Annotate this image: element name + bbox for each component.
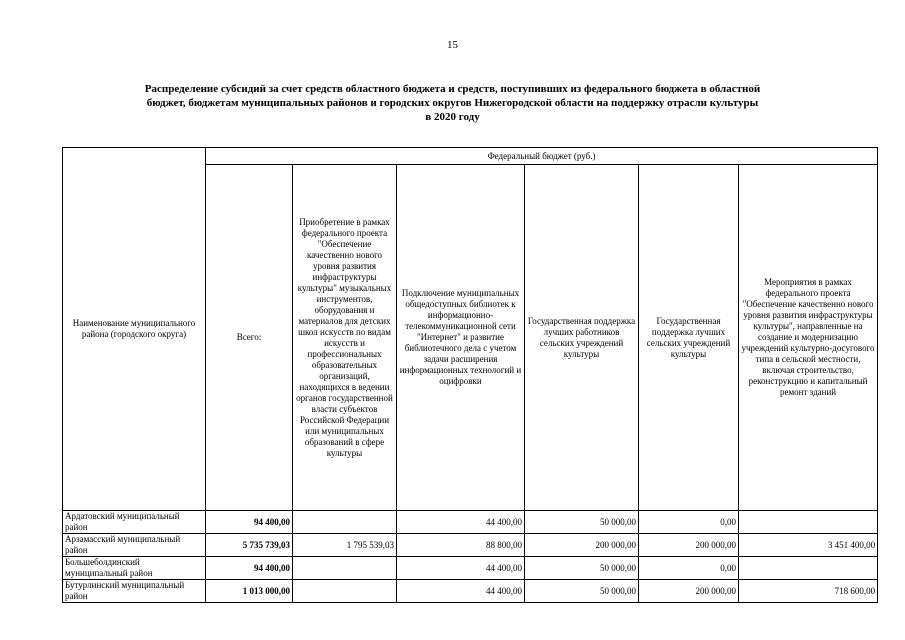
cultural-centers-value (739, 557, 878, 580)
total-value: 1 013 000,00 (206, 580, 293, 603)
table-header-row (63, 148, 878, 165)
instruments-value: 1 795 539,03 (293, 534, 397, 557)
title-line-2: бюджет, бюджетам муниципальных районов и городских округов Нижегородской области на поддержку отрасли культуры (146, 97, 759, 109)
header-libraries-internet: Подключение муниципальных общедоступных библиотек к информационно-телекоммуникационной сети "Интернет" и развитие библиотечного дела с учетом задачи расширения информационных технологий и оцифровки (397, 165, 525, 511)
libraries-value: 44 400,00 (397, 580, 525, 603)
total-value: 5 735 739,03 (206, 534, 293, 557)
total-value: 94 400,00 (206, 557, 293, 580)
district-name: Большеболдинский муниципальный район (63, 557, 206, 580)
title-line-1: Распределение субсидий за счет средств областного бюджета и средств, поступивших из федерального бюджета в областной (144, 83, 761, 95)
header-federal-budget: Федеральный бюджет (руб.) (206, 148, 878, 165)
total-value: 94 400,00 (206, 511, 293, 534)
table-row (63, 534, 878, 557)
table-row (63, 511, 878, 534)
district-name: Бутурлинский муниципальный район (63, 580, 206, 603)
header-cultural-centers: Мероприятия в рамках федерального проекта "Обеспечение качественно нового уровня развития инфраструктуры культуры", направленные на создание и модернизацию учреждений культурно-досугового типа в сельской местности, включая строительство, реконструкцию и капитальный ремонт зданий (739, 165, 878, 511)
page-number: 15 (447, 39, 458, 51)
table-row (63, 557, 878, 580)
best-workers-value: 200 000,00 (525, 534, 639, 557)
district-name: Арзамасский муниципальный район (63, 534, 206, 557)
header-best-workers: Государственная поддержка лучших работников сельских учреждений культуры (525, 165, 639, 511)
instruments-value (293, 557, 397, 580)
libraries-value: 44 400,00 (397, 511, 525, 534)
header-district: Наименование муниципального района (городского округа) (63, 148, 206, 511)
cultural-centers-value: 3 451 400,00 (739, 534, 878, 557)
libraries-value: 44 400,00 (397, 557, 525, 580)
header-best-institutions: Государственная поддержка лучших сельских учреждений культуры (639, 165, 739, 511)
cultural-centers-value: 718 600,00 (739, 580, 878, 603)
table-row (63, 580, 878, 603)
subsidy-table (62, 147, 878, 603)
libraries-value: 88 800,00 (397, 534, 525, 557)
header-instruments: Приобретение в рамках федерального проекта "Обеспечение качественно нового уровня развития инфраструктуры культуры" музыкальных инструментов, оборудования и материалов для детских школ искусств по видам искусств и профессиональных образовательных организаций, находящихся в ведении органов государственной власти субъектов Российской Федерации или муниципальных образований в сфере культуры (293, 165, 397, 511)
best-workers-value: 50 000,00 (525, 511, 639, 534)
best-institutions-value: 200 000,00 (639, 534, 739, 557)
best-workers-value: 50 000,00 (525, 580, 639, 603)
best-institutions-value: 0,00 (639, 557, 739, 580)
instruments-value (293, 580, 397, 603)
best-institutions-value: 0,00 (639, 511, 739, 534)
document-title (78, 82, 827, 124)
best-institutions-value: 200 000,00 (639, 580, 739, 603)
instruments-value (293, 511, 397, 534)
best-workers-value: 50 000,00 (525, 557, 639, 580)
header-total: Всего: (206, 165, 293, 511)
title-line-3: в 2020 году (425, 111, 480, 123)
district-name: Ардатовский муниципальный район (63, 511, 206, 534)
cultural-centers-value (739, 511, 878, 534)
